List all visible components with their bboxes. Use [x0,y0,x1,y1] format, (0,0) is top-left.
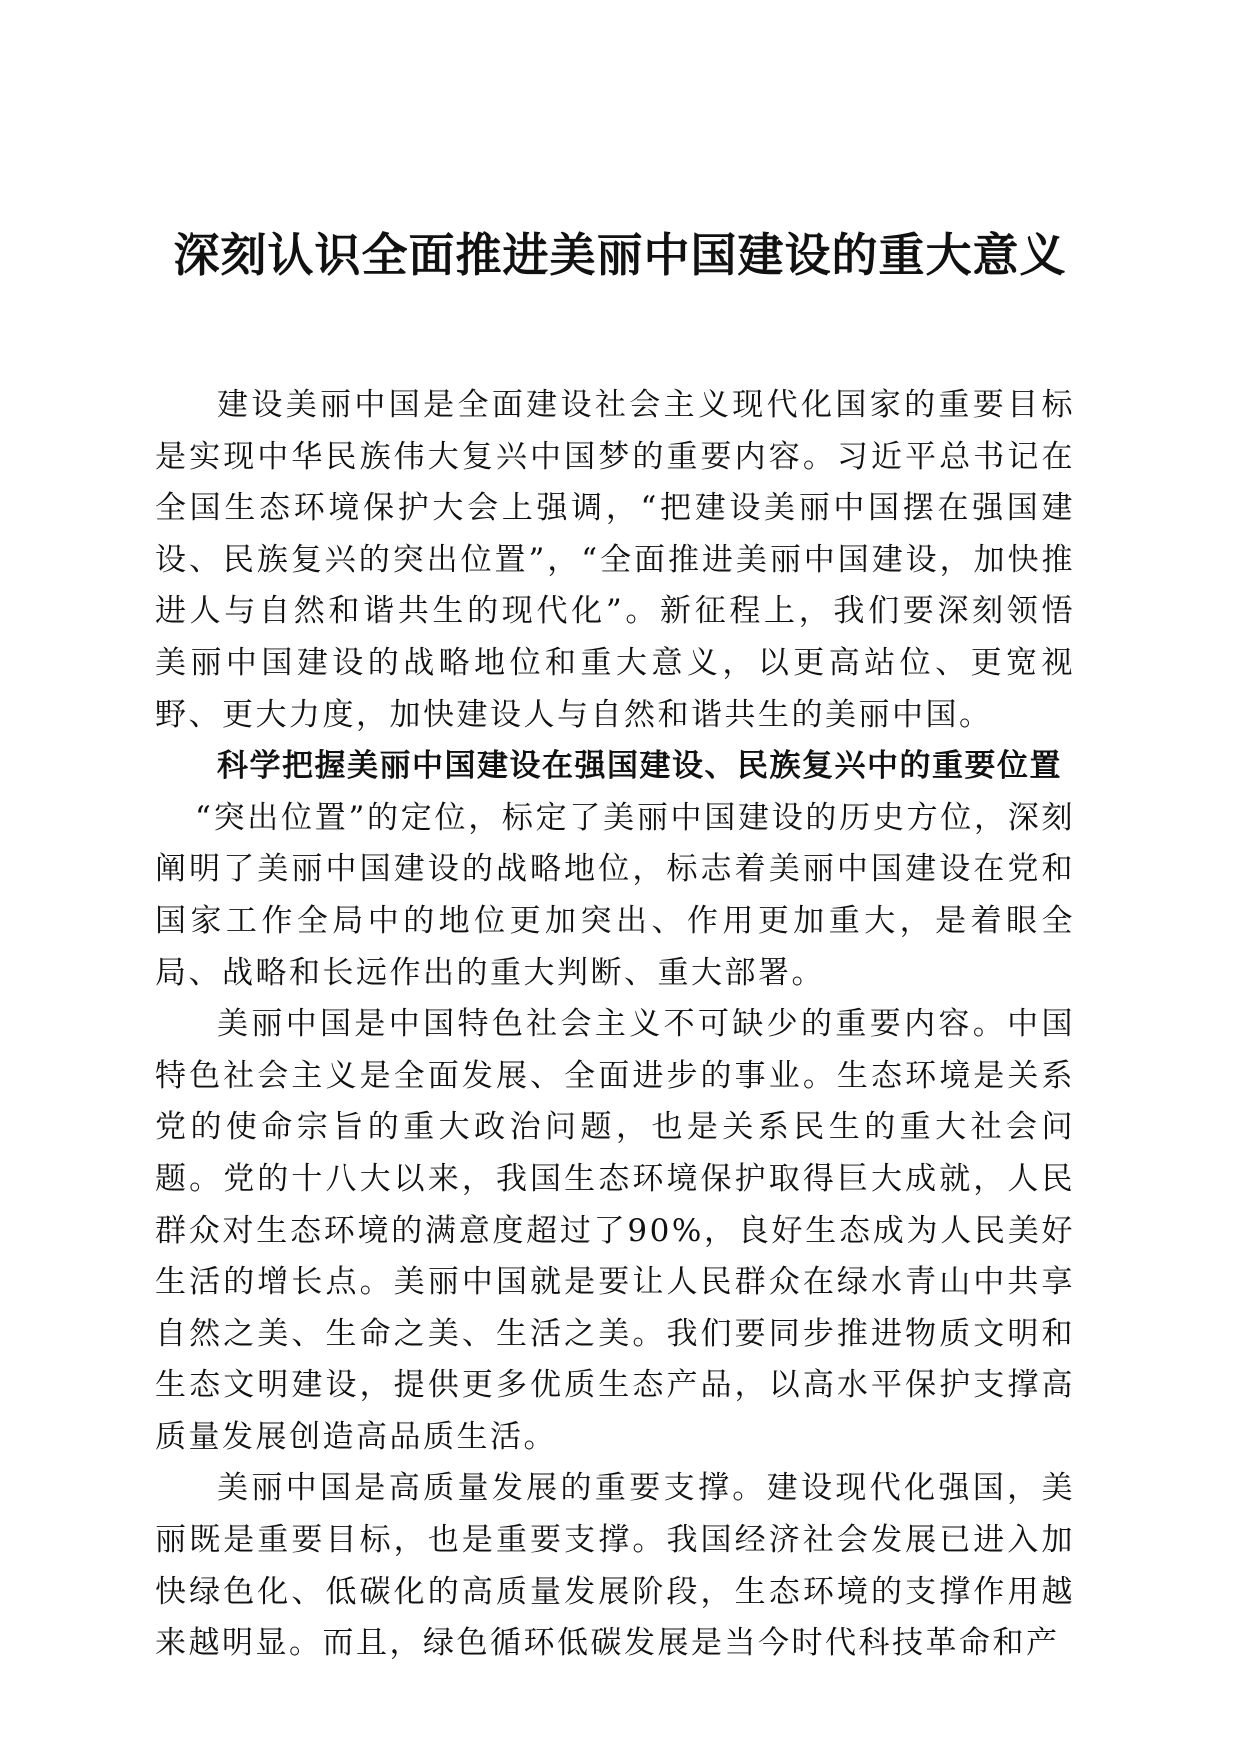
section-heading: 科学把握美丽中国建设在强国建设、民族复兴中的重要位置 [217,748,1062,785]
document-body [155,380,1075,1670]
section-paragraph-2: 美丽中国是中国特色社会主义不可缺少的重要内容。中国特色社会主义是全面发展、全面进步的事业。生态环境是关系党的使命宗旨的重大政治问题，也是关系民生的重大社会问题。党的十八大以来，我国生态环境保护取得巨大成就，人民群众对生态环境的满意度超过了90%，良好生态成为人民美好生活的增长点。美丽中国就是要让人民群众在绿水青山中共享自然之美、生命之美、生活之美。我们要同步推进物质文明和生态文明建设，提供更多优质生态产品，以高水平保护支撑高质量发展创造高品质生活。 [155,1006,1075,1455]
section-paragraph-1: “突出位置”的定位，标定了美丽中国建设的历史方位，深刻阐明了美丽中国建设的战略地位，标志着美丽中国建设在党和国家工作全局中的地位更加突出、作用更加重大，是着眼全局、战略和长远作出的重大判断、重大部署。 [155,799,1075,991]
document-title: 深刻认识全面推进美丽中国建设的重大意义 [173,228,1067,282]
section-paragraph-3: 美丽中国是高质量发展的重要支撑。建设现代化强国，美丽既是重要目标，也是重要支撑。我国经济社会发展已进入加快绿色化、低碳化的高质量发展阶段，生态环境的支撑作用越来越明显。而且，绿色循环低碳发展是当今时代科技革命和产 [155,1470,1075,1662]
intro-paragraph: 建设美丽中国是全面建设社会主义现代化国家的重要目标是实现中华民族伟大复兴中国梦的重要内容。习近平总书记在全国生态环境保护大会上强调，“把建设美丽中国摆在强国建设、民族复兴的突出位置”，“全面推进美丽中国建设，加快推进人与自然和谐共生的现代化”。新征程上，我们要深刻领悟美丽中国建设的战略地位和重大意义，以更高站位、更宽视野、更大力度，加快建设人与自然和谐共生的美丽中国。 [155,387,1075,733]
